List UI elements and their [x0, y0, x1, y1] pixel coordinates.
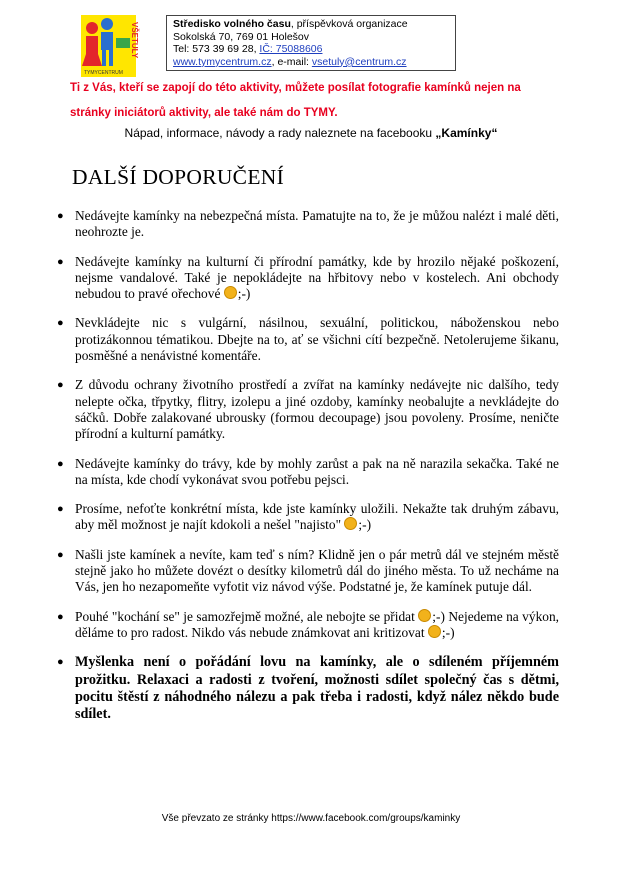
email-prefix: , e-mail: [271, 55, 312, 68]
org-line [173, 18, 449, 31]
email-link[interactable]: vsetuly@centrum.cz [311, 55, 407, 68]
org-type: , příspěvková organizace [290, 18, 408, 30]
list-item [57, 609, 559, 642]
bullet-icon: ● [57, 210, 64, 222]
bullet-icon: ● [57, 656, 64, 669]
list-item-tail: ;-) [441, 624, 455, 640]
list-item [57, 254, 559, 303]
list-item [57, 208, 559, 241]
bullet-icon: ● [57, 503, 64, 516]
bullet-icon: ● [57, 379, 64, 392]
list-item [57, 315, 559, 364]
web-line [173, 56, 449, 69]
list-item [57, 547, 559, 596]
smiley-icon [418, 609, 431, 622]
address: Sokolská 70, 769 01 Holešov [173, 30, 310, 43]
website-link[interactable]: www.tymycentrum.cz [173, 55, 272, 68]
org-name: Středisko volného času [173, 18, 291, 30]
facebook-group-name: „Kamínky“ [435, 126, 498, 140]
bullet-icon: ● [57, 610, 64, 623]
phone: Tel: 573 39 69 28, [173, 43, 260, 56]
smiley-icon [428, 625, 441, 638]
smiley-icon [344, 517, 357, 530]
bullet-icon: ● [57, 317, 64, 330]
bullet-icon: ● [57, 548, 64, 561]
ico-link[interactable]: IČ: 75088606 [259, 43, 323, 56]
page-title: DALŠÍ DOPORUČENÍ [72, 165, 285, 189]
list-item-text: Nedávejte kamínky na kulturní či přírodní památky, kde by hrozilo nějaké poškození, nejsme vandalové. Také je nepokládejte na hřbitovy nebo v kostelech. Ani obchody nebudou to pravé ořechové [75, 253, 559, 302]
notice-line-1: Ti z Vás, kteří se zapojí do této aktivity, můžete posílat fotografie kamínků nejen na [70, 82, 521, 94]
photo-notice [70, 76, 570, 126]
list-item-emphasis [57, 654, 559, 724]
list-item-text: Nedávejte kamínky na nebezpečná místa. Pamatujte na to, že je můžou nalézt i malé děti, neohrozte je. [75, 208, 559, 240]
list-item-after: ;-) [237, 286, 251, 302]
contact-box [166, 15, 456, 71]
bullet-icon: ● [57, 255, 64, 268]
list-item-text: Prosíme, nefoťte konkrétní místa, kde jste kamínky uložili. Nekažte tak druhým zábavu, aby měl možnost je najít kdokoli a nešel "najisto" [75, 501, 559, 533]
list-item [57, 456, 559, 489]
list-item-text: Myšlenka není o pořádání lovu na kamínky, ale o sdíleném příjemném prožitku. Relaxaci a radosti z tvoření, možnosti sdílet společný čas s dětmi, pocitu štěstí z náhodného nálezu a pak třeba i radosti, když nález někdo bude sdílet. [75, 654, 559, 723]
bullet-icon: ● [57, 457, 64, 470]
list-item [57, 501, 559, 534]
logo-subtext: TYMYCENTRUM [84, 70, 123, 76]
source-footer: Vše převzato ze stránky https://www.facebook.com/groups/kaminky [161, 813, 461, 824]
list-item-text: Našli jste kamínek a nevíte, kam teď s ním? Klidně jen o pár metrů dál ve stejném městě stejně jako ho můžete dovézt o desítky kilometrů dál do jiného města. To už necháme na Vás, jen ho nezapomeňte vyfotit viz návod výše. Podstatné je, že kamínek putuje dál. [75, 546, 559, 595]
list-item-text: Z důvodu ochrany životního prostředí a zvířat na kamínky nedávejte nic dalšího, tedy nelepte očka, třpytky, flitry, izolepu a jiné ozdoby, kamínky neobalujte a nevkládejte do sáčků. Dobře zalakované ubrousky (formou decoupage) jsou povoleny. Prosíme, neničte přírodní a kulturní památky. [75, 377, 559, 442]
facebook-info [0, 126, 622, 140]
notice-line-2: stránky iniciátorů aktivity, ale také nám do TYMY. [70, 107, 338, 119]
list-item-text: Pouhé "kochání se" je samozřejmě možné, ale nebojte se přidat [75, 608, 419, 624]
list-item-text: Nedávejte kamínky do trávy, kde by mohly zarůst a pak na ně narazila sekačka. Také ne na místa, kde chodí vykonávat svou potřebu pejsci. [75, 455, 559, 487]
vsetuly-logo [80, 14, 137, 78]
phone-line [173, 43, 449, 56]
list-item-text: Nevkládejte nic s vulgární, násilnou, sexuální, politickou, náboženskou nebo protizákonnou tématikou. Dbejte na to, ať se všichni cítí bezpečně. Netolerujeme šikanu, posměšné a nenávistné komentáře. [75, 315, 559, 364]
facebook-info-text: Nápad, informace, návody a rady naleznete na facebooku [124, 126, 436, 140]
recommendations-list [57, 208, 559, 737]
list-item [57, 377, 559, 442]
list-item-after: ;-) Nejedeme na výkon, děláme to pro radost. Nikdo vás nebude známkovat ani kritizovat [75, 608, 560, 640]
logo-text: VŠETULY [130, 22, 139, 59]
smiley-icon [224, 286, 237, 299]
list-item-after: ;-) [358, 517, 372, 533]
